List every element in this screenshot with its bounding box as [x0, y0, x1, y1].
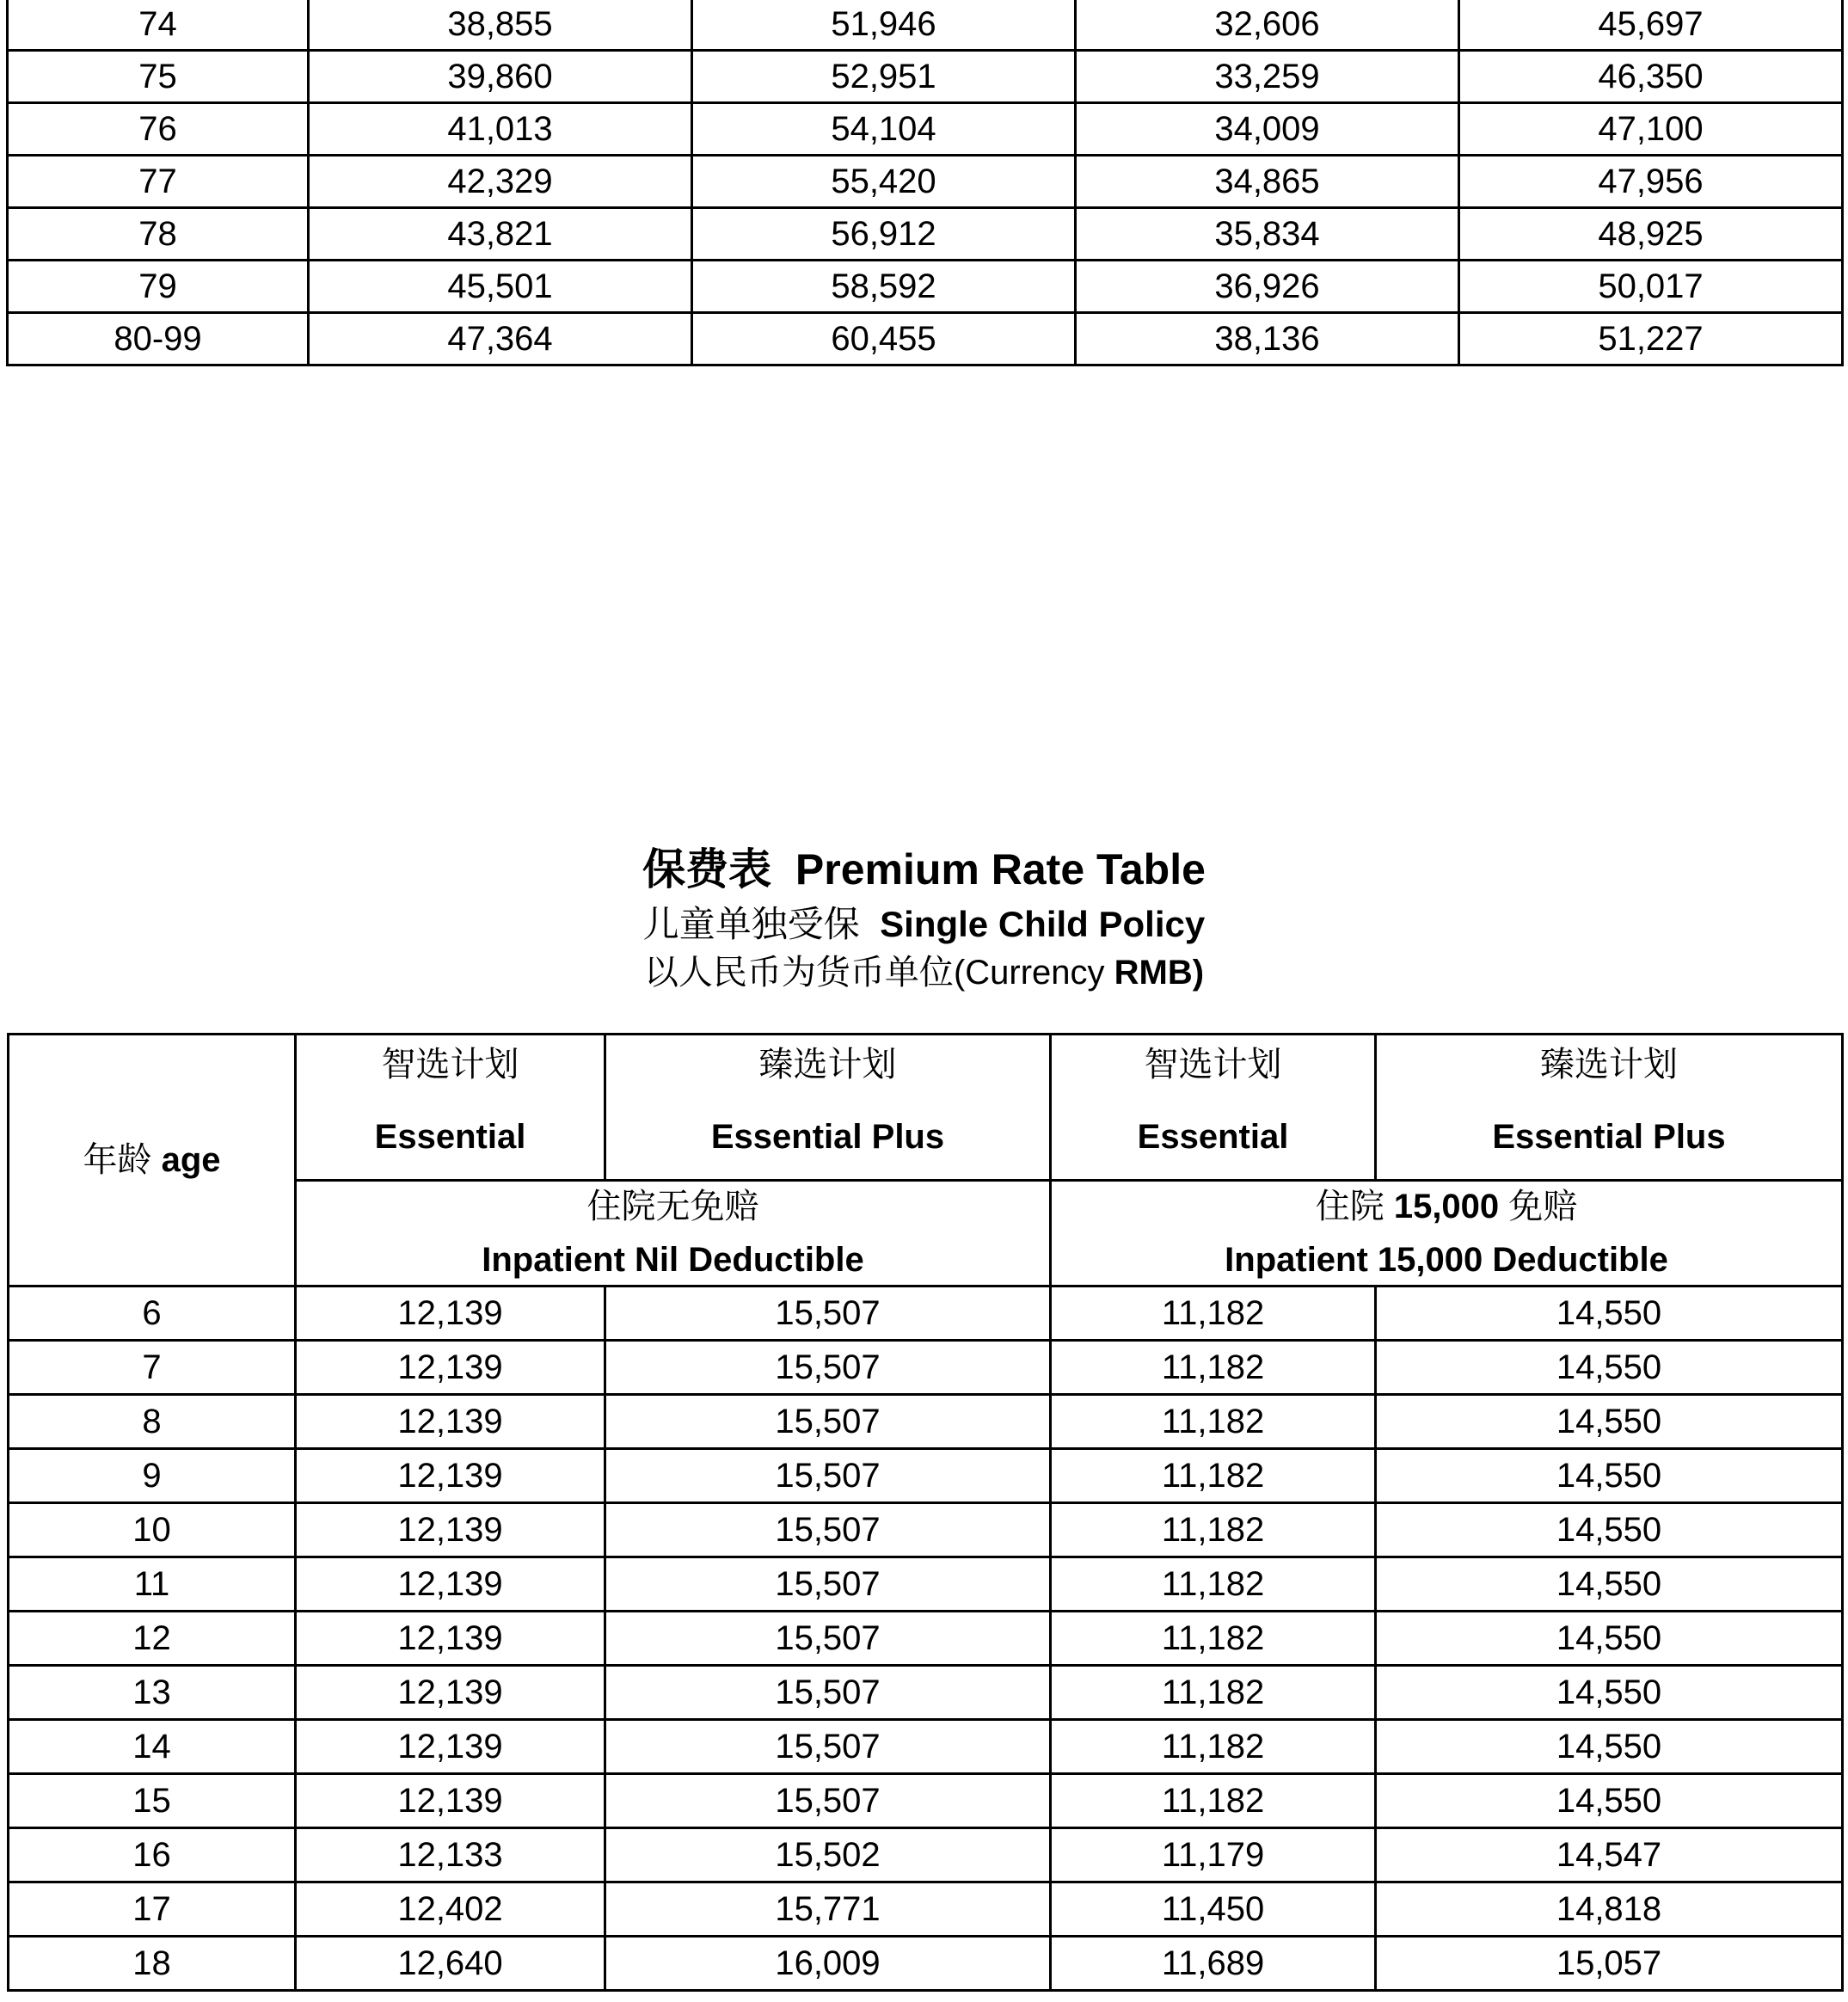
premium-cell: 15,502: [605, 1828, 1051, 1882]
premium-table-continuation: [6, 0, 1844, 366]
deductible-cn-post: 免赔: [1499, 1188, 1578, 1225]
premium-rate-table: [7, 1033, 1844, 1992]
plan-name-cn: 智选计划: [381, 1046, 519, 1084]
premium-cell: 15,507: [605, 1720, 1051, 1774]
age-cell: 8: [9, 1395, 296, 1449]
premium-cell: 54,104: [692, 103, 1076, 156]
currency-note-open: (Currency: [953, 954, 1114, 992]
age-cell: 15: [9, 1774, 296, 1828]
plan-header-essential-plus-15000: [1376, 1035, 1843, 1181]
plan-name-en: Essential: [374, 1118, 526, 1156]
table-row: [9, 1937, 1843, 1991]
premium-cell: 58,592: [692, 261, 1076, 313]
title-block: [0, 838, 1848, 997]
age-cell: 13: [9, 1666, 296, 1720]
table-row: [8, 208, 1843, 261]
age-column-header: [9, 1035, 296, 1287]
table-row: [9, 1395, 1843, 1449]
premium-cell: 15,507: [605, 1287, 1051, 1341]
table-row: [9, 1828, 1843, 1882]
premium-cell: 15,507: [605, 1666, 1051, 1720]
deductible-cn-amount: 15,000: [1393, 1188, 1500, 1225]
age-cell: 7: [9, 1341, 296, 1395]
age-cell: 74: [8, 0, 309, 51]
premium-cell: 15,507: [605, 1557, 1051, 1612]
age-cell: 79: [8, 261, 309, 313]
premium-cell: 14,550: [1376, 1287, 1843, 1341]
premium-cell: 47,100: [1459, 103, 1843, 156]
premium-cell: 11,182: [1051, 1774, 1376, 1828]
age-cell: 78: [8, 208, 309, 261]
table-row: [8, 261, 1843, 313]
deductible-en: Inpatient Nil Deductible: [482, 1241, 864, 1279]
table-row: [9, 1666, 1843, 1720]
age-cell: 75: [8, 51, 309, 103]
premium-cell: 15,507: [605, 1503, 1051, 1557]
table-row: [8, 0, 1843, 51]
premium-cell: 11,689: [1051, 1937, 1376, 1991]
premium-cell: 33,259: [1076, 51, 1459, 103]
premium-cell: 14,550: [1376, 1503, 1843, 1557]
premium-cell: 12,139: [296, 1449, 605, 1503]
premium-rate-table-body: [9, 1287, 1843, 1991]
deductible-cn: [297, 1189, 1049, 1224]
premium-cell: 16,009: [605, 1937, 1051, 1991]
premium-cell: 14,547: [1376, 1828, 1843, 1882]
age-cell: 17: [9, 1882, 296, 1937]
page-subtitle: [0, 900, 1848, 949]
premium-cell: 55,420: [692, 156, 1076, 208]
page-subtitle-en: Single Child Policy: [880, 904, 1206, 944]
premium-cell: 41,013: [309, 103, 692, 156]
premium-cell: 12,139: [296, 1341, 605, 1395]
plan-name-cn: 臻选计划: [758, 1046, 897, 1084]
age-cell: 6: [9, 1287, 296, 1341]
premium-cell: 15,507: [605, 1341, 1051, 1395]
premium-cell: 43,821: [309, 208, 692, 261]
table-row: [9, 1557, 1843, 1612]
premium-cell: 15,771: [605, 1882, 1051, 1937]
premium-cell: 14,818: [1376, 1882, 1843, 1937]
premium-cell: 39,860: [309, 51, 692, 103]
premium-cell: 11,179: [1051, 1828, 1376, 1882]
age-header-cn: 年龄: [83, 1141, 152, 1179]
age-cell: 80-99: [8, 313, 309, 365]
premium-cell: 45,697: [1459, 0, 1843, 51]
premium-cell: 11,182: [1051, 1666, 1376, 1720]
table-row: [8, 103, 1843, 156]
age-cell: 18: [9, 1937, 296, 1991]
premium-cell: 12,139: [296, 1774, 605, 1828]
table-row: [9, 1720, 1843, 1774]
premium-cell: 34,865: [1076, 156, 1459, 208]
table-row: [9, 1774, 1843, 1828]
age-cell: 77: [8, 156, 309, 208]
premium-cell: 14,550: [1376, 1774, 1843, 1828]
premium-cell: 51,227: [1459, 313, 1843, 365]
premium-cell: 14,550: [1376, 1612, 1843, 1666]
premium-cell: 15,507: [605, 1774, 1051, 1828]
page-title-en: Premium Rate Table: [795, 845, 1206, 894]
page-title-cn: 保费表: [642, 845, 772, 894]
age-cell: 10: [9, 1503, 296, 1557]
premium-cell: 14,550: [1376, 1341, 1843, 1395]
premium-cell: 12,139: [296, 1666, 605, 1720]
premium-cell: 11,182: [1051, 1395, 1376, 1449]
deductible-en: Inpatient 15,000 Deductible: [1225, 1241, 1668, 1279]
premium-cell: 45,501: [309, 261, 692, 313]
deductible-cn: [1052, 1189, 1841, 1224]
premium-cell: 60,455: [692, 313, 1076, 365]
age-cell: 11: [9, 1557, 296, 1612]
table-row: [9, 1449, 1843, 1503]
premium-cell: 15,507: [605, 1449, 1051, 1503]
plan-header-row: [9, 1035, 1843, 1181]
plan-name-en: Essential Plus: [1492, 1118, 1726, 1156]
deductible-cn-pre: 住院无免赔: [586, 1188, 759, 1225]
premium-cell: 47,956: [1459, 156, 1843, 208]
table-row: [9, 1503, 1843, 1557]
premium-cell: 14,550: [1376, 1666, 1843, 1720]
premium-cell: 11,182: [1051, 1612, 1376, 1666]
premium-cell: 12,139: [296, 1503, 605, 1557]
deductible-header-nil: [296, 1181, 1051, 1287]
premium-cell: 11,182: [1051, 1557, 1376, 1612]
premium-cell: 12,139: [296, 1612, 605, 1666]
plan-name-cn: 智选计划: [1144, 1046, 1282, 1084]
premium-table-continuation-body: [8, 0, 1843, 365]
premium-cell: 47,364: [309, 313, 692, 365]
deductible-cn-pre: 住院: [1315, 1188, 1394, 1225]
plan-header-essential-plus-nil: [605, 1035, 1051, 1181]
premium-cell: 12,133: [296, 1828, 605, 1882]
premium-cell: 12,139: [296, 1395, 605, 1449]
premium-cell: 12,139: [296, 1720, 605, 1774]
plan-name-en: Essential: [1137, 1118, 1289, 1156]
premium-cell: 15,057: [1376, 1937, 1843, 1991]
premium-cell: 12,139: [296, 1287, 605, 1341]
premium-cell: 14,550: [1376, 1720, 1843, 1774]
premium-cell: 12,402: [296, 1882, 605, 1937]
premium-cell: 38,136: [1076, 313, 1459, 365]
table-row: [9, 1287, 1843, 1341]
age-header-en: age: [161, 1141, 221, 1179]
premium-cell: 11,182: [1051, 1503, 1376, 1557]
page-subtitle-cn: 儿童单独受保: [642, 904, 860, 944]
table-row: [8, 51, 1843, 103]
plan-header-essential-nil: [296, 1035, 605, 1181]
premium-cell: 15,507: [605, 1395, 1051, 1449]
premium-cell: 14,550: [1376, 1395, 1843, 1449]
premium-cell: 50,017: [1459, 261, 1843, 313]
premium-cell: 52,951: [692, 51, 1076, 103]
premium-cell: 11,182: [1051, 1720, 1376, 1774]
premium-cell: 32,606: [1076, 0, 1459, 51]
age-cell: 12: [9, 1612, 296, 1666]
premium-cell: 12,640: [296, 1937, 605, 1991]
premium-cell: 38,855: [309, 0, 692, 51]
age-cell: 16: [9, 1828, 296, 1882]
premium-cell: 48,925: [1459, 208, 1843, 261]
table-row: [8, 156, 1843, 208]
table-row: [9, 1882, 1843, 1937]
age-cell: 14: [9, 1720, 296, 1774]
premium-cell: 14,550: [1376, 1557, 1843, 1612]
deductible-header-15000: [1051, 1181, 1843, 1287]
plan-name-en: Essential Plus: [710, 1118, 945, 1156]
premium-cell: 46,350: [1459, 51, 1843, 103]
premium-cell: 51,946: [692, 0, 1076, 51]
table-row: [9, 1341, 1843, 1395]
currency-code: RMB): [1114, 954, 1205, 992]
currency-note: [0, 949, 1848, 997]
plan-header-essential-15000: [1051, 1035, 1376, 1181]
premium-cell: 11,182: [1051, 1287, 1376, 1341]
age-cell: 76: [8, 103, 309, 156]
premium-cell: 11,182: [1051, 1341, 1376, 1395]
currency-note-cn: 以人民币为货币单位: [643, 954, 954, 992]
premium-cell: 36,926: [1076, 261, 1459, 313]
premium-cell: 34,009: [1076, 103, 1459, 156]
premium-cell: 12,139: [296, 1557, 605, 1612]
age-cell: 9: [9, 1449, 296, 1503]
table-row: [9, 1612, 1843, 1666]
premium-cell: 15,507: [605, 1612, 1051, 1666]
premium-cell: 42,329: [309, 156, 692, 208]
premium-cell: 11,182: [1051, 1449, 1376, 1503]
table-row: [8, 313, 1843, 365]
premium-cell: 11,450: [1051, 1882, 1376, 1937]
page-title: [0, 838, 1848, 900]
premium-cell: 56,912: [692, 208, 1076, 261]
plan-name-cn: 臻选计划: [1540, 1046, 1678, 1084]
premium-cell: 35,834: [1076, 208, 1459, 261]
premium-cell: 14,550: [1376, 1449, 1843, 1503]
